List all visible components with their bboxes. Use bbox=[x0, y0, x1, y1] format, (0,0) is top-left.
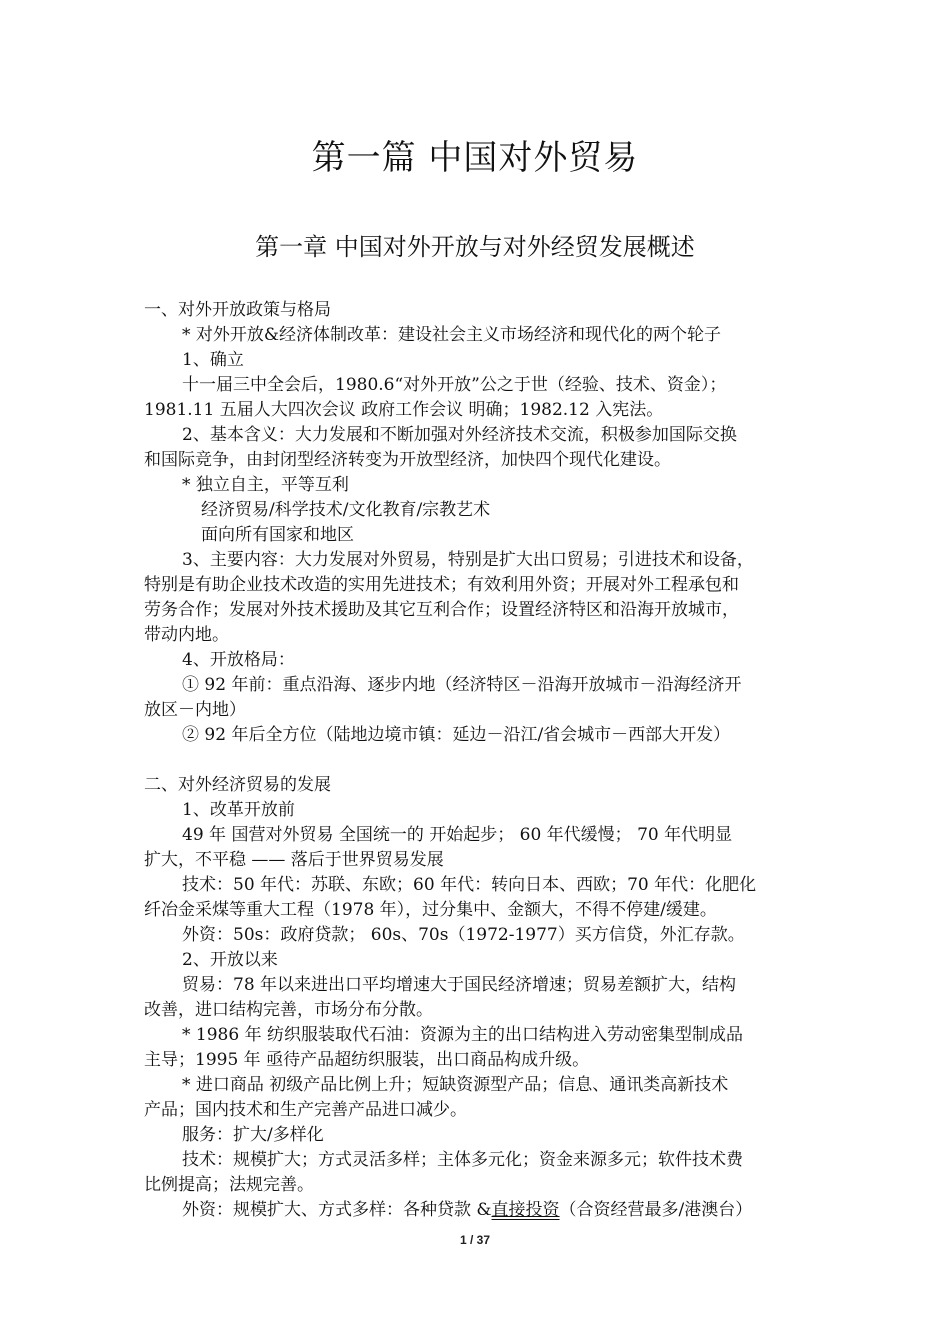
paragraph-line: 外资：50s：政府贷款； 60s、70s（1972-1977）买方信贷，外汇存款。 bbox=[182, 925, 745, 945]
underlined-term: 直接投资 bbox=[491, 1200, 560, 1220]
paragraph-line: 49 年 国营对外贸易 全国统一的 开始起步； 60 年代缓慢； 70 年代明显 bbox=[182, 825, 733, 845]
paragraph-line bbox=[144, 1198, 812, 1223]
paragraph-line: 扩大，不平稳 —— 落后于世界贸易发展 bbox=[144, 850, 444, 870]
paragraph-line: 技术：规模扩大；方式灵活多样；主体多元化；资金来源多元；软件技术费 bbox=[182, 1150, 743, 1170]
body-text bbox=[144, 298, 812, 1223]
paragraph-line: 二、对外经济贸易的发展 bbox=[144, 775, 331, 795]
paragraph-line: 十一届三中全会后，1980.6“对外开放”公之于世（经验、技术、资金）； bbox=[182, 375, 727, 395]
paragraph-line: 改善，进口结构完善，市场分布分散。 bbox=[144, 1000, 433, 1020]
paragraph-line: 面向所有国家和地区 bbox=[201, 525, 354, 545]
paragraph-line: 2、开放以来 bbox=[182, 950, 278, 970]
paragraph-line: 贸易：78 年以来进出口平均增速大于国民经济增速；贸易差额扩大，结构 bbox=[182, 975, 737, 995]
paragraph-line: 纤冶金采煤等重大工程（1978 年），过分集中、金额大，不得不停建/缓建。 bbox=[144, 900, 717, 920]
paragraph-line: 1、改革开放前 bbox=[182, 800, 295, 820]
paragraph-line: * 独立自主，平等互利 bbox=[182, 475, 349, 495]
page-number: 1 / 37 bbox=[459, 1233, 491, 1247]
paragraph-line: 主导；1995 年 亟待产品超纺织服装，出口商品构成升级。 bbox=[144, 1050, 590, 1070]
paragraph-line: 1981.11 五届人大四次会议 政府工作会议 明确；1982.12 入宪法。 bbox=[144, 400, 664, 420]
part-title: 第一篇 中国对外贸易 bbox=[311, 138, 639, 178]
paragraph-line: 技术：50 年代：苏联、东欧；60 年代：转向日本、西欧；70 年代：化肥化 bbox=[182, 875, 757, 895]
last-line-prefix: 外资：规模扩大、方式多样：各种贷款 & bbox=[182, 1200, 492, 1220]
paragraph-line: 1、确立 bbox=[182, 350, 244, 370]
chapter-title: 第一章 中国对外开放与对外经贸发展概述 bbox=[255, 233, 695, 261]
paragraph-line: 3、主要内容：大力发展对外贸易，特别是扩大出口贸易；引进技术和设备， bbox=[182, 550, 754, 570]
paragraph-line: ② 92 年后全方位（陆地边境市镇：延边－沿江/省会城市－西部大开发） bbox=[182, 725, 731, 745]
paragraph-line: 2、基本含义：大力发展和不断加强对外经济技术交流，积极参加国际交换 bbox=[182, 425, 737, 445]
last-line-suffix: （合资经营最多/港澳台） bbox=[559, 1200, 753, 1220]
paragraph-line: 和国际竞争，由封闭型经济转变为开放型经济，加快四个现代化建设。 bbox=[144, 450, 671, 470]
paragraph-line: * 1986 年 纺织服装取代石油：资源为主的出口结构进入劳动密集型制成品 bbox=[182, 1025, 743, 1045]
paragraph-line: 比例提高；法规完善。 bbox=[144, 1175, 314, 1195]
paragraph-line: 带动内地。 bbox=[144, 625, 229, 645]
blank-line bbox=[144, 748, 812, 773]
paragraph-line: * 进口商品 初级产品比例上升；短缺资源型产品；信息、通讯类高新技术 bbox=[182, 1075, 729, 1095]
paragraph-line: 一、对外开放政策与格局 bbox=[144, 300, 331, 320]
paragraph-line: 4、开放格局： bbox=[182, 650, 295, 670]
paragraph-line: * 对外开放&经济体制改革：建设社会主义市场经济和现代化的两个轮子 bbox=[182, 325, 722, 345]
paragraph-line: 产品；国内技术和生产完善产品进口减少。 bbox=[144, 1100, 467, 1120]
paragraph-line: ① 92 年前：重点沿海、逐步内地（经济特区－沿海开放城市－沿海经济开 bbox=[182, 675, 742, 695]
paragraph-line: 服务：扩大/多样化 bbox=[182, 1125, 324, 1145]
paragraph-line: 放区－内地） bbox=[144, 700, 246, 720]
paragraph-line: 劳务合作；发展对外技术援助及其它互利合作；设置经济特区和沿海开放城市， bbox=[144, 600, 739, 620]
paragraph-line: 特别是有助企业技术改造的实用先进技术；有效利用外资；开展对外工程承包和 bbox=[144, 575, 739, 595]
paragraph-line: 经济贸易/科学技术/文化教育/宗教艺术 bbox=[201, 500, 491, 520]
